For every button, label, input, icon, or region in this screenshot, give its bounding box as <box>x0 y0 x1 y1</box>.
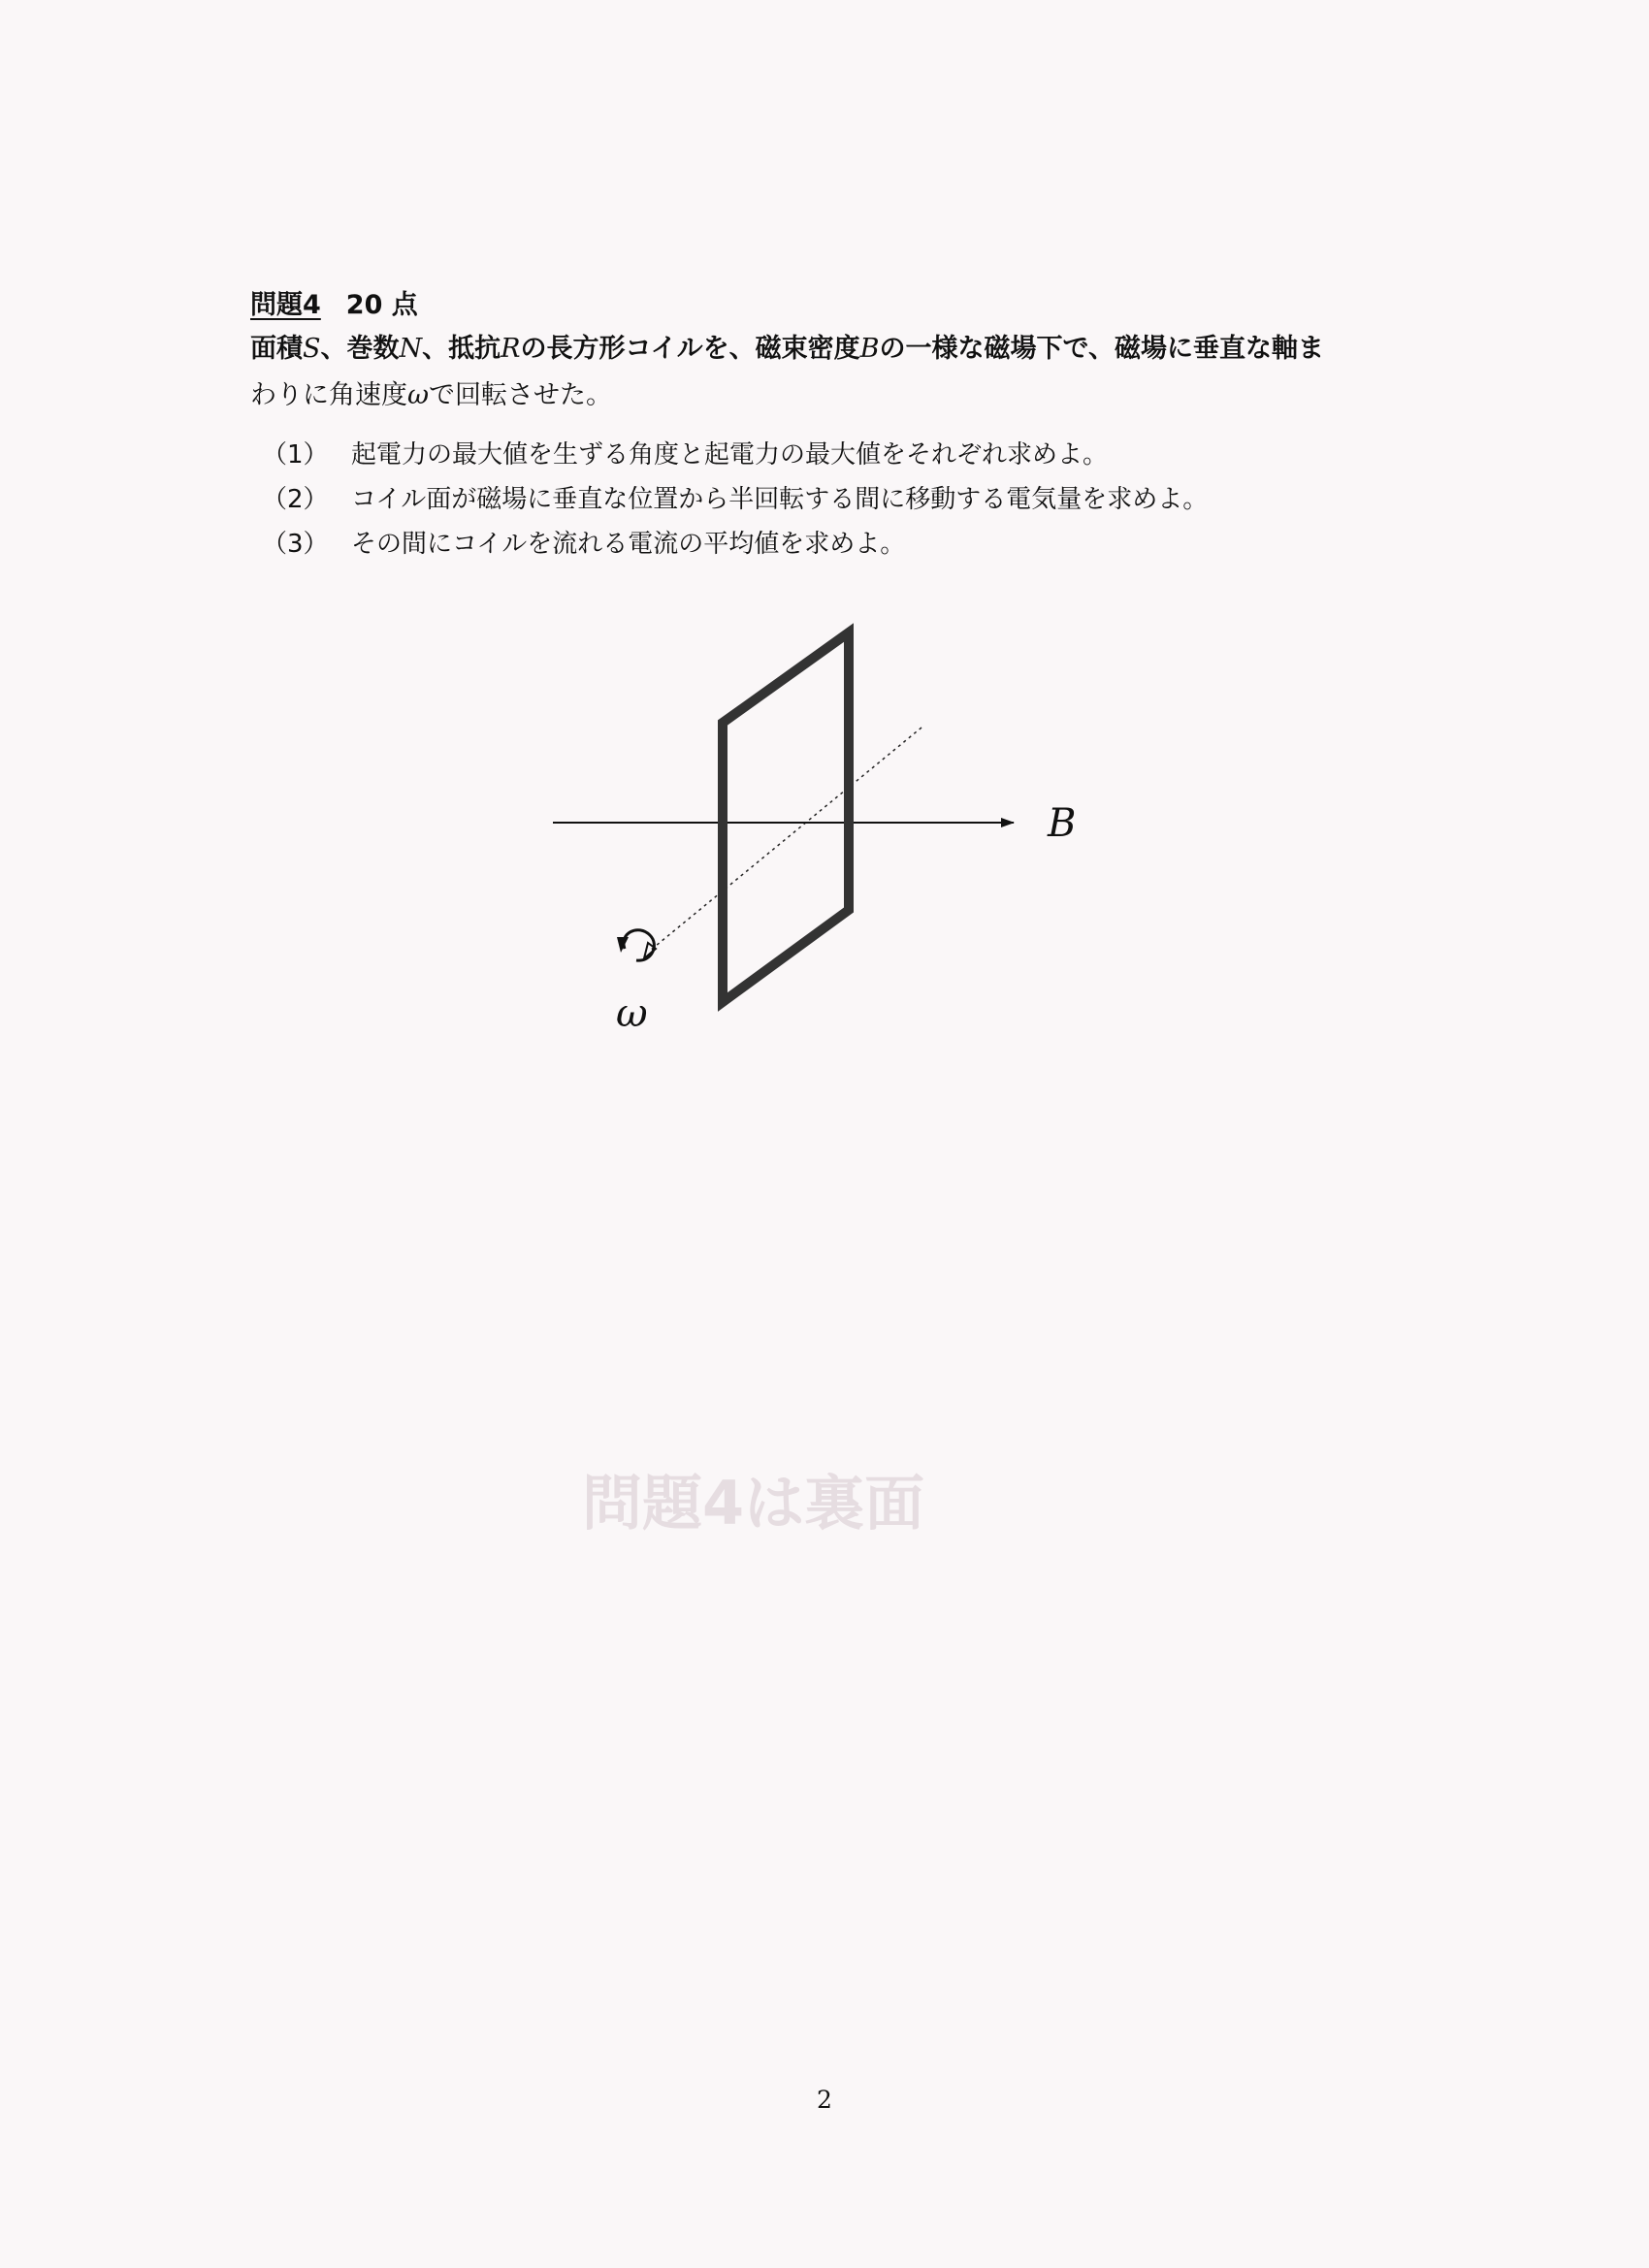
statement-text: わりに角速度 <box>250 380 407 410</box>
question-text: 起電力の最大値を生ずる角度と起電力の最大値をそれぞれ求めよ。 <box>351 440 1109 470</box>
rotation-label: ω <box>616 991 648 1036</box>
coil-diagram <box>524 611 1106 1067</box>
statement-text: の長方形コイルを、磁束密度 <box>520 334 860 364</box>
statement-text: 、抵抗 <box>422 334 501 364</box>
var-area: S <box>303 334 321 364</box>
statement-text: 、巻数 <box>320 334 400 364</box>
rotation-axis <box>650 728 922 951</box>
bleed-through-text: 問題4は裏面 <box>582 1468 925 1539</box>
page-number: 2 <box>817 2086 832 2114</box>
problem-heading <box>250 283 418 321</box>
var-resistance: R <box>501 334 521 364</box>
var-turns: N <box>399 334 423 364</box>
question-number: （3） <box>262 530 329 559</box>
problem-points: 20 点 <box>345 290 418 320</box>
problem-title: 問題4 <box>250 290 321 320</box>
statement-text: で回転させた。 <box>429 380 613 410</box>
statement-text: 面積 <box>250 334 303 364</box>
question-list <box>262 433 1208 567</box>
field-label: B <box>1048 801 1077 846</box>
question-number: （1） <box>262 440 329 470</box>
rotation-arrow-icon <box>617 930 656 960</box>
question-text: その間にコイルを流れる電流の平均値を求めよ。 <box>351 530 906 559</box>
statement-text: の一様な磁場下で、磁場に垂直な軸ま <box>879 334 1324 364</box>
question-item <box>262 477 1208 522</box>
rectangular-coil <box>723 632 849 1002</box>
statement-line-1 <box>250 326 1511 373</box>
var-flux-density: B <box>859 334 880 364</box>
var-angular-velocity: ω <box>407 380 430 410</box>
problem-statement <box>250 326 1511 419</box>
question-text: コイル面が磁場に垂直な位置から半回転する間に移動する電気量を求めよ。 <box>351 485 1209 514</box>
statement-line-2 <box>250 373 1511 419</box>
question-number: （2） <box>262 485 329 514</box>
question-item <box>262 522 1208 567</box>
question-item <box>262 433 1208 477</box>
